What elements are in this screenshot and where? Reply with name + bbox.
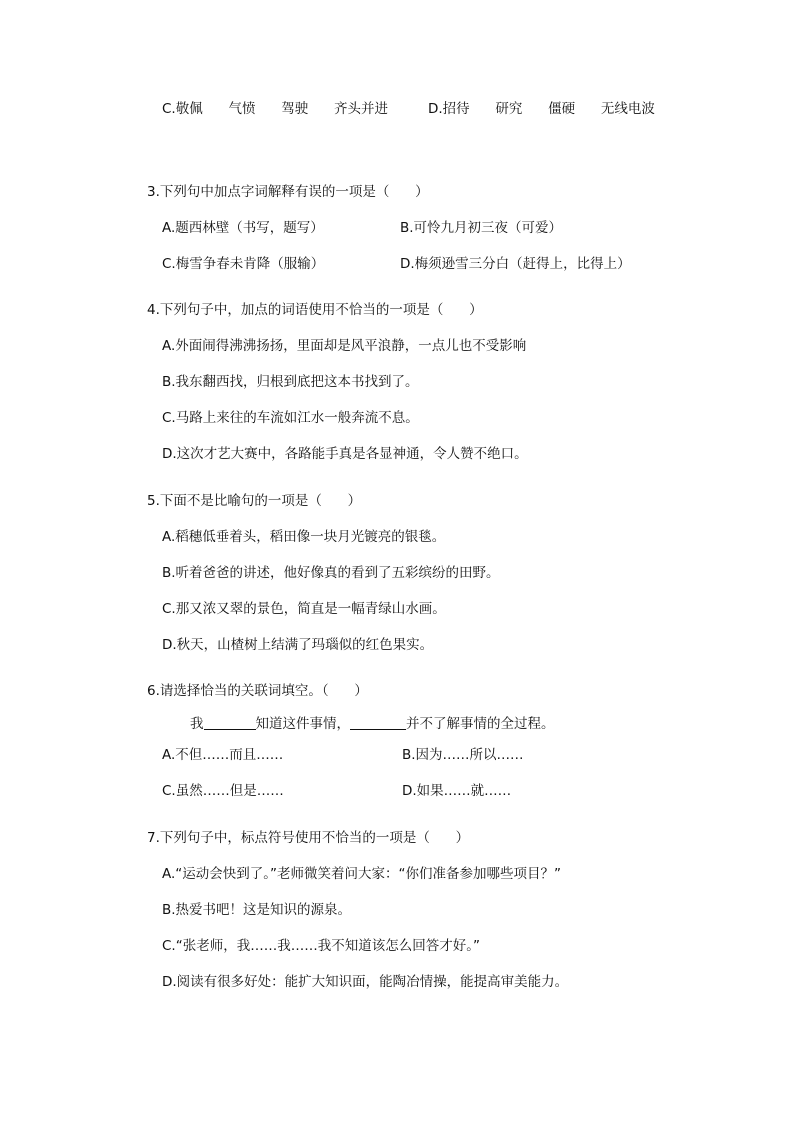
q4-stem: 4.下列句子中，加点的词语使用不恰当的一项是（ ） <box>147 302 483 318</box>
q5-option-d: D.秋天，山楂树上结满了玛瑙似的红色果实。 <box>162 637 434 653</box>
q6-blank-1[interactable] <box>204 715 256 730</box>
q3-stem: 3.下列句中加点字词解释有误的一项是（ ） <box>147 184 429 200</box>
q7-option-c: C.“张老师，我……我……我不知道该怎么回答才好。” <box>162 938 480 954</box>
q5-option-b: B.听着爸爸的讲述，他好像真的看到了五彩缤纷的田野。 <box>162 565 500 581</box>
q6-option-b: B.因为……所以…… <box>402 747 524 763</box>
q3-option-b: B.可怜九月初三夜（可爱） <box>400 220 563 236</box>
q7-stem: 7.下列句子中，标点符号使用不恰当的一项是（ ） <box>147 830 470 846</box>
q4-option-a: A.外面闹得沸沸扬扬，里面却是风平浪静，一点儿也不受影响 <box>162 338 527 354</box>
q5-stem: 5.下面不是比喻句的一项是（ ） <box>147 493 362 509</box>
q2-option-c: C.敬佩 气愤 驾驶 齐头并进 <box>162 101 388 117</box>
q5-option-a: A.稻穗低垂着头，稻田像一块月光镀亮的银毯。 <box>162 529 446 545</box>
q6-stem: 6.请选择恰当的关联词填空。（ ） <box>147 683 368 699</box>
q7-option-d: D.阅读有很多好处：能扩大知识面，能陶冶情操，能提高审美能力。 <box>162 974 569 990</box>
q5-option-c: C.那又浓又翠的景色，简直是一幅青绿山水画。 <box>162 601 446 617</box>
q2-option-d: D.招待 研究 僵硬 无线电波 <box>428 101 655 117</box>
q6-sentence-part1: 我 <box>190 716 204 732</box>
q6-option-a: A.不但……而且…… <box>162 747 284 763</box>
q6-sentence <box>190 715 555 733</box>
q3-option-a: A.题西林壁（书写，题写） <box>162 220 324 236</box>
q6-blank-2[interactable] <box>350 715 406 730</box>
q6-sentence-part3: 并不了解事情的全过程。 <box>406 716 555 732</box>
q4-option-c: C.马路上来往的车流如江水一般奔流不息。 <box>162 410 419 426</box>
q3-option-c: C.梅雪争春未肯降（服输） <box>162 256 325 272</box>
q7-option-b: B.热爱书吧！这是知识的源泉。 <box>162 902 352 918</box>
q3-option-d: D.梅须逊雪三分白（赶得上，比得上） <box>400 256 631 272</box>
q4-option-b: B.我东翻西找，归根到底把这本书找到了。 <box>162 374 419 390</box>
q6-option-c: C.虽然……但是…… <box>162 783 284 799</box>
q6-option-d: D.如果……就…… <box>402 783 512 799</box>
q4-option-d: D.这次才艺大赛中，各路能手真是各显神通，令人赞不绝口。 <box>162 446 528 462</box>
q6-sentence-part2: 知道这件事情， <box>255 716 350 732</box>
q7-option-a: A.“运动会快到了。”老师微笑着问大家：“你们准备参加哪些项目？” <box>162 866 562 882</box>
